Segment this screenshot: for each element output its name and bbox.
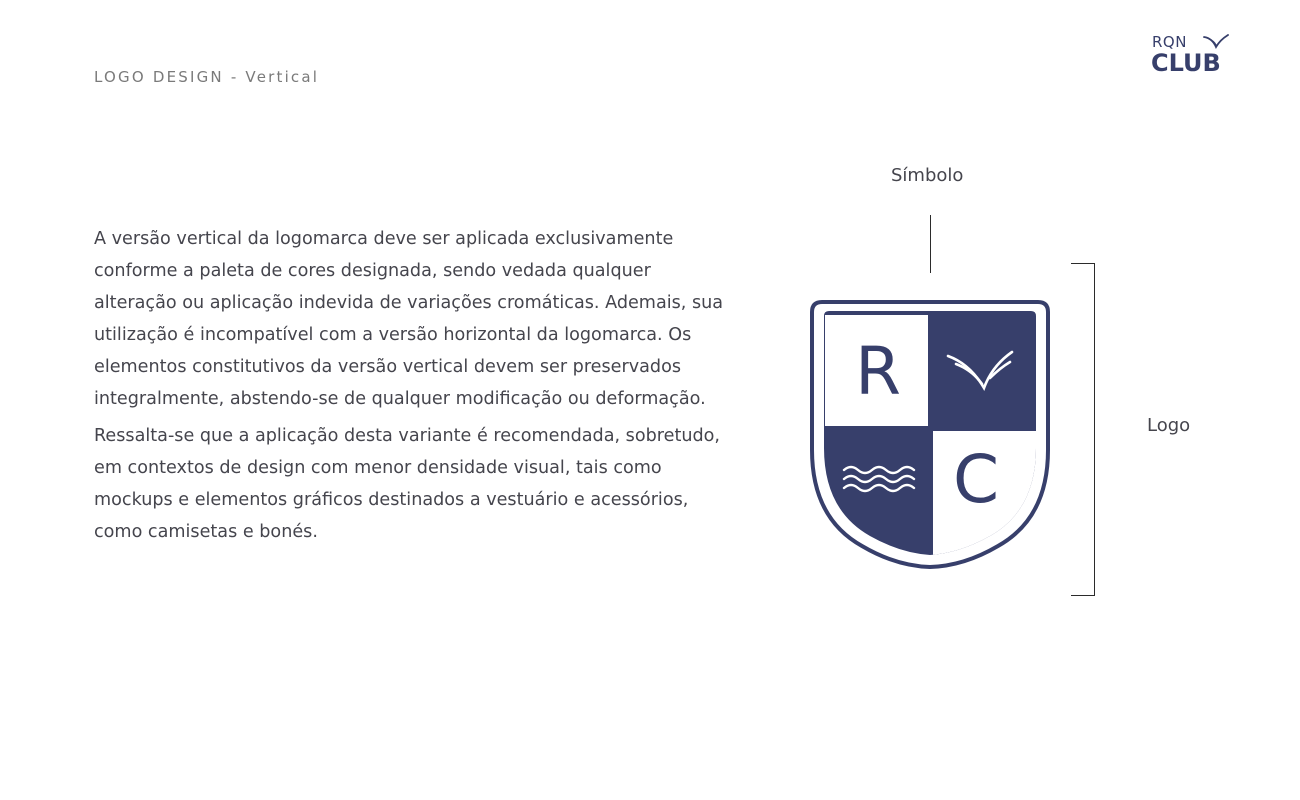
- symbol-label: Símbolo: [891, 165, 964, 186]
- brand-logo: [1150, 30, 1232, 80]
- logo-bracket: [1071, 263, 1095, 596]
- crest-quadrant-top-right: [930, 298, 1052, 428]
- paragraph: A versão vertical da logomarca deve ser aplicada exclusivamente conforme a paleta de cores designada, sendo vedada qualquer alteração ou aplicação indevida de variações cromáticas. Ademais, sua utilização é incompatível com a versão horizontal da logomarca. Os elementos constitutivos da versão vertical devem ser preservados integralmente, abstendo-se de qualquer modificação ou deformação.: [94, 229, 724, 409]
- section-label: LOGO DESIGN - Vertical: [94, 68, 320, 86]
- logo-label: Logo: [1147, 415, 1191, 436]
- crest-letter-r: R: [855, 333, 901, 410]
- crest-logo: [808, 298, 1052, 570]
- symbol-pointer-line: [930, 215, 931, 273]
- brand-big-text: CLUB: [1151, 49, 1221, 77]
- crest-letter-c: C: [952, 441, 1000, 518]
- brand-small-text: RQN: [1152, 33, 1187, 51]
- paragraph: Ressalta-se que a aplicação desta variante é recomendada, sobretudo, em contextos de design com menor densidade visual, tais como mockups e elementos gráficos destinados a vestuário e acessórios, como camisetas e bonés.: [94, 426, 721, 542]
- body-text: [94, 223, 734, 553]
